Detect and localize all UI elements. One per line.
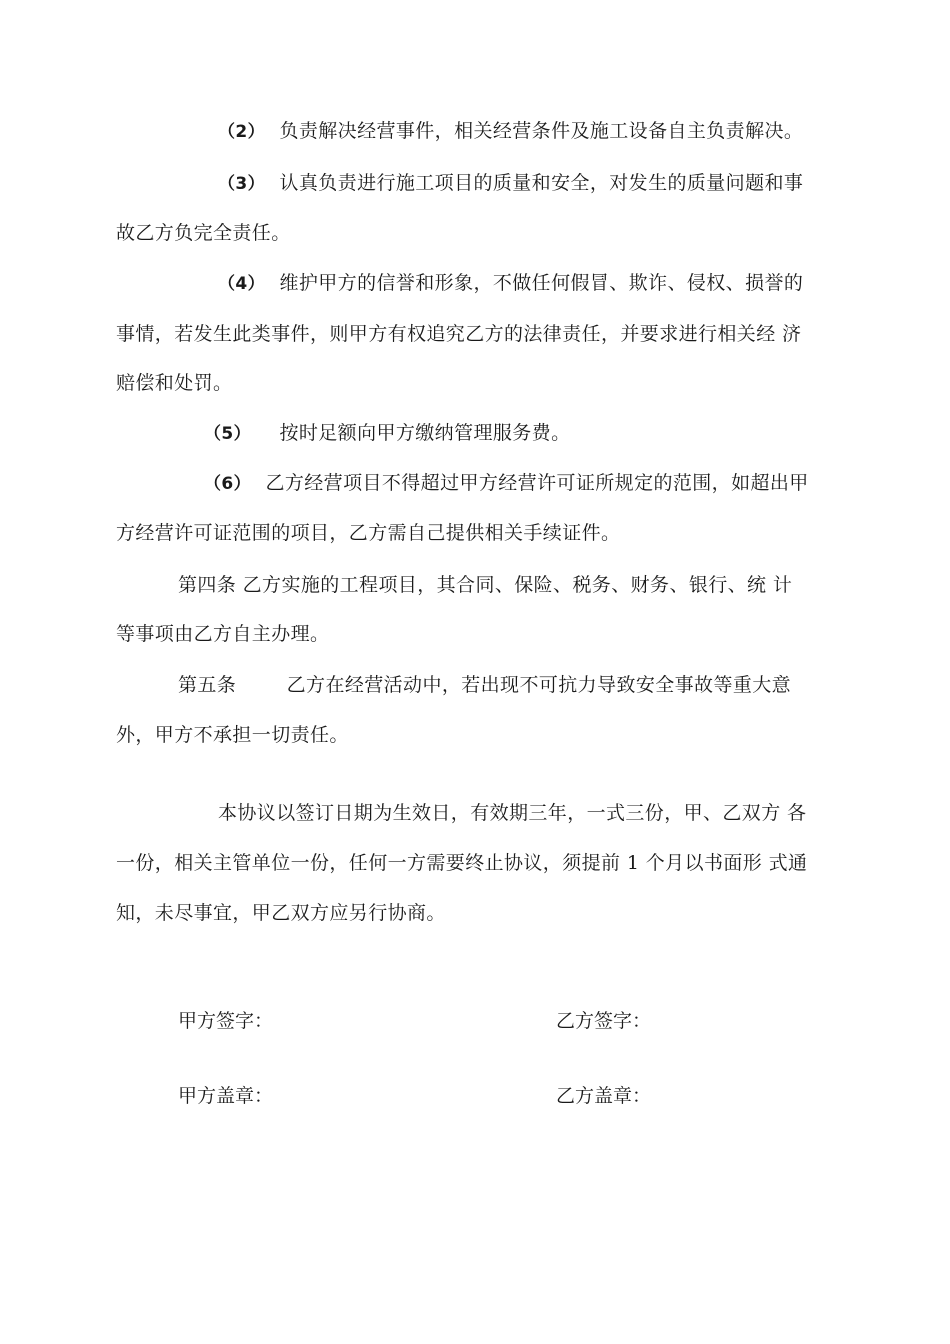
item-6-number: （6） (204, 474, 252, 494)
party-a-signature-label: 甲方签字： (178, 1010, 274, 1032)
item-4-number: （4） (218, 274, 266, 294)
item-3-line-2: 故乙方负完全责任。 (116, 222, 291, 244)
item-4-line-2: 事情，若发生此类事件，则甲方有权追究乙方的法律责任，并要求进行相关经 济 (116, 323, 802, 345)
article-5-line-2: 外，甲方不承担一切责任。 (116, 724, 349, 746)
item-5-text: 按时足额向甲方缴纳管理服务费。 (279, 422, 571, 444)
item-3-text-1: 认真负责进行施工项目的质量和安全，对发生的质量问题和事 (279, 172, 804, 194)
item-3-line-1 (218, 170, 803, 197)
item-5-line-1 (204, 420, 571, 447)
item-6-line-1 (204, 470, 809, 497)
closing-line-2: 一份，相关主管单位一份，任何一方需要终止协议，须提前 1 个月以书面形 式通 (116, 852, 808, 874)
article-5-text-1: 乙方在经营活动中，若出现不可抗力导致安全事故等重大意 (286, 674, 792, 696)
party-a-seal-label: 甲方盖章： (178, 1085, 274, 1107)
article-4-line-2: 等事项由乙方自主办理。 (116, 623, 330, 645)
article-4-line-1: 第四条 乙方实施的工程项目，其合同、保险、税务、财务、银行、统 计 (178, 574, 793, 596)
closing-line-1: 本协议以签订日期为生效日，有效期三年，一式三份，甲、乙双方 各 (218, 802, 807, 824)
item-2-number: （2） (218, 122, 266, 142)
item-5-number: （5） (204, 424, 252, 444)
party-b-seal-label: 乙方盖章： (556, 1085, 652, 1107)
item-2-text: 负责解决经营事件，相关经营条件及施工设备自主负责解决。 (279, 120, 804, 142)
item-4-line-3: 赔偿和处罚。 (116, 372, 233, 394)
article-5-label: 第五条 (178, 674, 237, 696)
item-6-text-1: 乙方经营项目不得超过甲方经营许可证所规定的范围，如超出甲 (265, 472, 809, 494)
item-4-text-1: 维护甲方的信誉和形象，不做任何假冒、欺诈、侵权、损誉的 (279, 272, 804, 294)
party-b-signature-label: 乙方签字： (556, 1010, 652, 1032)
item-3-number: （3） (218, 174, 266, 194)
closing-line-3: 知，未尽事宜，甲乙双方应另行协商。 (116, 902, 446, 924)
item-2-line-1 (218, 118, 803, 145)
item-4-line-1 (218, 270, 803, 297)
article-5-line-1 (178, 672, 791, 698)
item-6-line-2: 方经营许可证范围的项目，乙方需自己提供相关手续证件。 (116, 522, 621, 544)
